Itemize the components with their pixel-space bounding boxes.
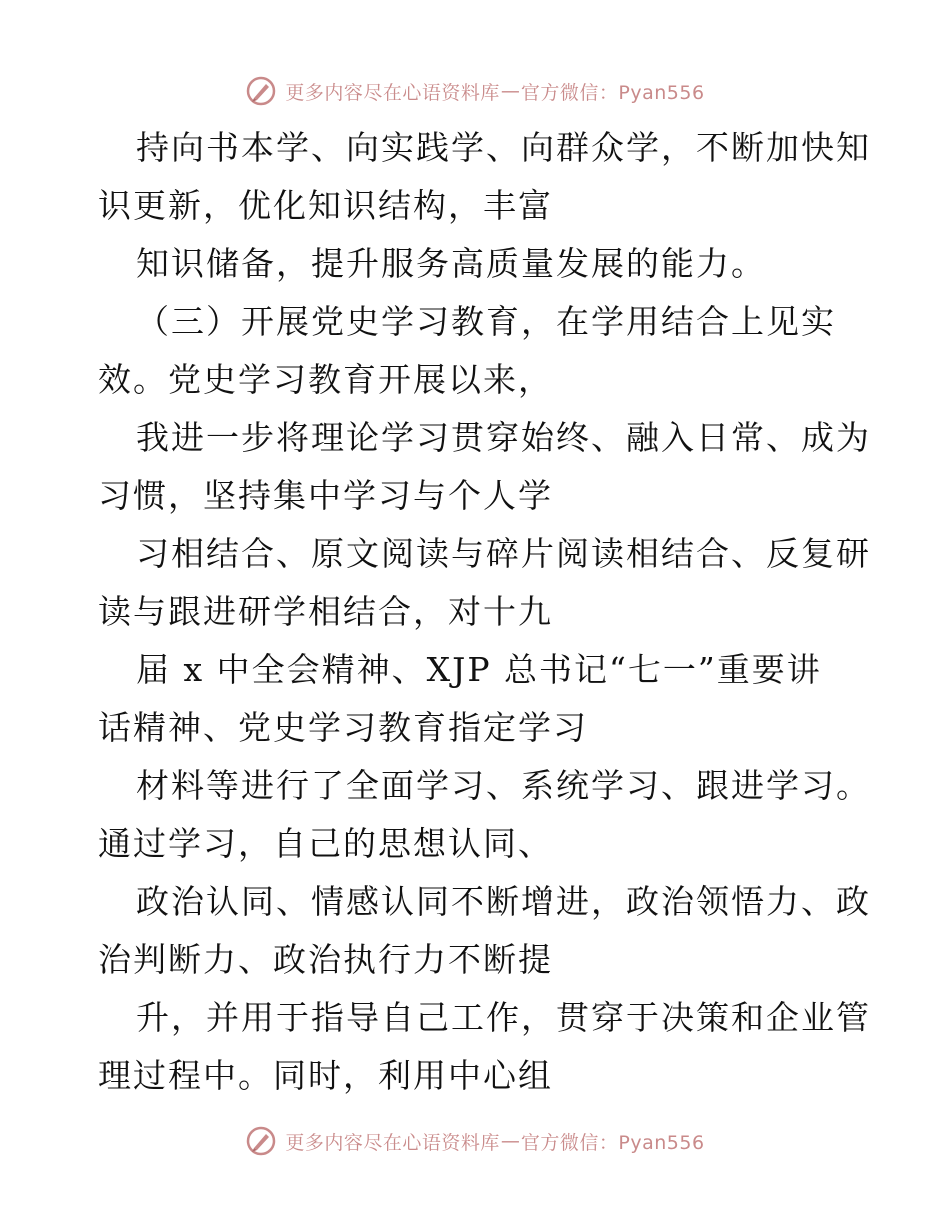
watermark-text: 更多内容尽在心语资料库 [285,81,500,104]
text-line: 效。党史学习教育开展以来， [98,360,553,399]
text-line: 习惯，坚持集中学习与个人学 [98,476,553,515]
text-line: 治判断力、政治执行力不断提 [98,940,553,979]
text-line: 习相结合、原文阅读与碎片阅读相结合、反复研 [136,534,871,573]
text-line: 话精神、党史学习教育指定学习 [98,708,588,747]
text-line: 我进一步将理论学习贯穿始终、融入日常、成为 [136,418,871,457]
text-line: 知识储备，提升服务高质量发展的能力。 [136,244,766,283]
watermark-separator: — [500,1130,520,1152]
watermark-header [0,71,950,111]
watermark-footer [0,1121,950,1161]
watermark-contact: 官方微信：Pyan556 [520,1131,705,1154]
text-line: 政治认同、情感认同不断增进，政治领悟力、政 [136,882,871,921]
watermark-separator: — [500,80,520,102]
text-line: 届 x 中全会精神、XJP 总书记“七一”重要讲 [136,650,822,689]
pen-logo-icon [245,1125,277,1157]
text-line: 升，并用于指导自己工作，贯穿于决策和企业管 [136,998,871,1037]
text-line: 读与跟进研学相结合，对十九 [98,592,553,631]
text-line: 通过学习，自己的思想认同、 [98,824,553,863]
pen-logo-icon [245,75,277,107]
text-line: 识更新，优化知识结构，丰富 [98,186,553,225]
text-line: 材料等进行了全面学习、系统学习、跟进学习。 [136,766,871,805]
section-heading-line: （三）开展党史学习教育，在学用结合上见实 [136,302,836,341]
document-body [98,119,871,1105]
text-line: 持向书本学、向实践学、向群众学，不断加快知 [136,128,871,167]
watermark-contact: 官方微信：Pyan556 [520,81,705,104]
watermark-text: 更多内容尽在心语资料库 [285,1131,500,1154]
text-line: 理过程中。同时，利用中心组 [98,1056,553,1095]
